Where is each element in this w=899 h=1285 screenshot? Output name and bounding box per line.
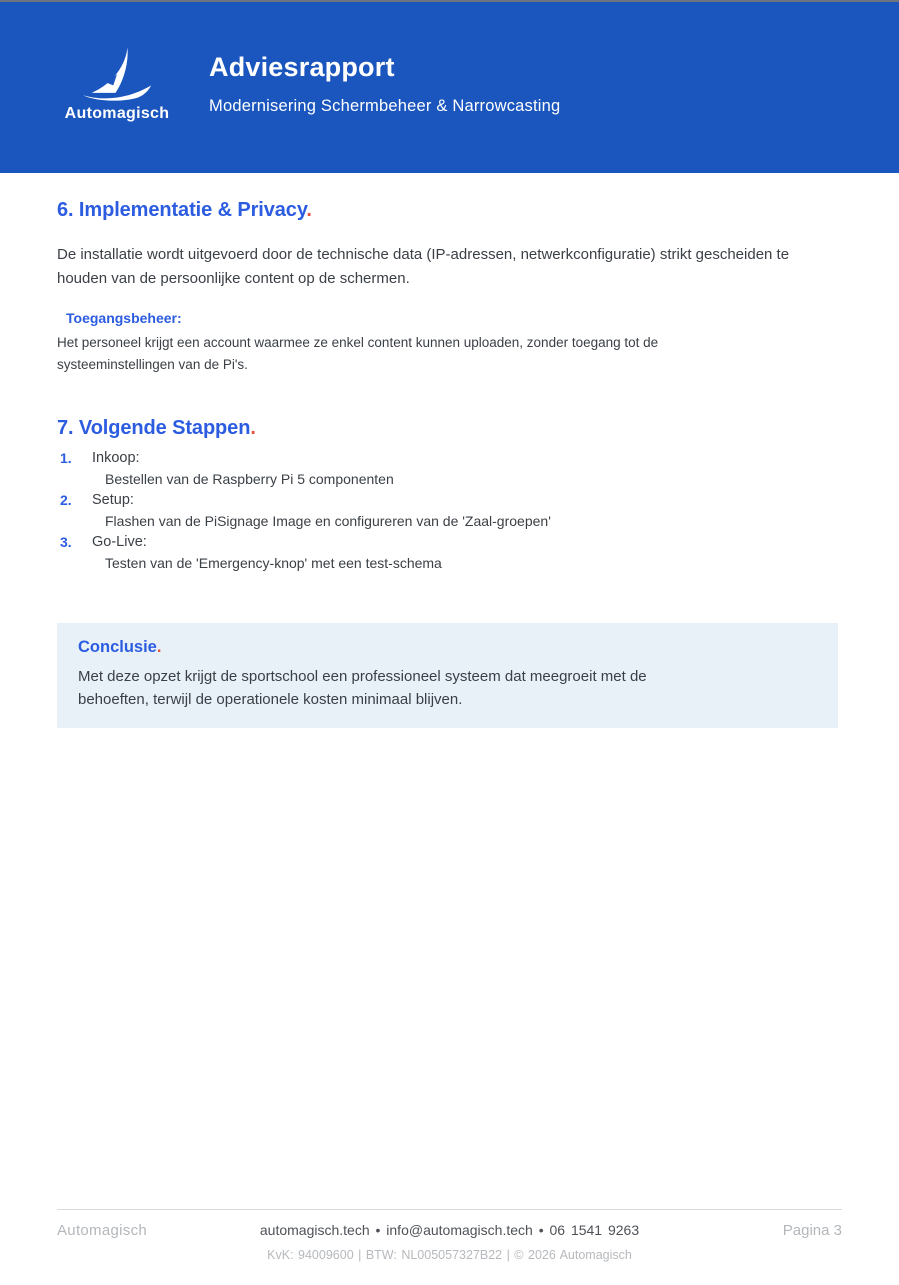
step-body bbox=[92, 490, 842, 532]
heading-accent-dot: . bbox=[250, 417, 256, 439]
page-number: Pagina 3 bbox=[782, 1222, 842, 1239]
section-7-heading-text: 7. Volgende Stappen bbox=[57, 417, 251, 439]
footer-main-row bbox=[57, 1222, 842, 1239]
conclusion-paragraph: Met deze opzet krijgt de sportschool een professioneel systeem dat meegroeit met de behoeften, terwijl de operationele kosten minimaal blijven. bbox=[78, 668, 647, 708]
access-management-label: Toegangsbeheer: bbox=[66, 310, 182, 326]
list-item bbox=[60, 448, 842, 490]
step-number: 3. bbox=[60, 534, 72, 550]
step-number: 2. bbox=[60, 492, 72, 508]
access-management-paragraph: Het personeel krijgt een account waarmee ze enkel content kunnen uploaden, zonder toegang tot de systeeminstellingen van de Pi's. bbox=[57, 335, 659, 372]
step-detail: Flashen van de PiSignage Image en configureren van de 'Zaal-groepen' bbox=[105, 513, 551, 529]
footer-contact-line: automagisch.tech • info@automagisch.tech • 06 1541 9263 bbox=[259, 1222, 640, 1238]
list-item bbox=[60, 490, 842, 532]
step-detail: Bestellen van de Raspberry Pi 5 componenten bbox=[105, 471, 394, 487]
page-title: Adviesrapport bbox=[209, 52, 395, 82]
step-title: Setup: bbox=[92, 492, 134, 508]
footer-legal-line: KvK: 94009600 | BTW: NL005057327B22 | © 2026 Automagisch bbox=[267, 1248, 632, 1262]
step-title: Go-Live: bbox=[92, 534, 147, 550]
conclusion-heading bbox=[78, 638, 817, 657]
step-body bbox=[92, 532, 842, 574]
step-number: 1. bbox=[60, 450, 72, 466]
header-titles bbox=[209, 52, 560, 116]
logo bbox=[57, 46, 177, 123]
conclusion-heading-text: Conclusie bbox=[78, 638, 157, 656]
report-header bbox=[0, 2, 899, 173]
section-6-heading bbox=[57, 199, 842, 222]
next-steps-list bbox=[57, 448, 842, 574]
page-footer bbox=[57, 1209, 842, 1262]
step-title: Inkoop: bbox=[92, 450, 140, 466]
document-body bbox=[0, 199, 899, 728]
page-subtitle: Modernisering Schermbeheer & Narrowcasting bbox=[209, 97, 561, 115]
section-6-paragraph: De installatie wordt uitgevoerd door de technische data (IP-adressen, netwerkconfiguratie) strikt gescheiden te houden van de persoonlijke content op de schermen. bbox=[57, 246, 790, 287]
step-body bbox=[92, 448, 842, 490]
logo-wordmark: Automagisch bbox=[64, 105, 170, 122]
step-detail: Testen van de 'Emergency-knop' met een test-schema bbox=[105, 555, 442, 571]
section-6-heading-text: 6. Implementatie & Privacy bbox=[57, 199, 307, 221]
conclusion-callout bbox=[57, 623, 838, 728]
heading-accent-dot: . bbox=[306, 199, 312, 221]
heading-accent-dot: . bbox=[156, 638, 162, 656]
list-item bbox=[60, 532, 842, 574]
footer-brand: Automagisch bbox=[57, 1222, 148, 1239]
section-7-heading bbox=[57, 417, 842, 440]
automagisch-sail-logo-icon bbox=[77, 46, 157, 104]
